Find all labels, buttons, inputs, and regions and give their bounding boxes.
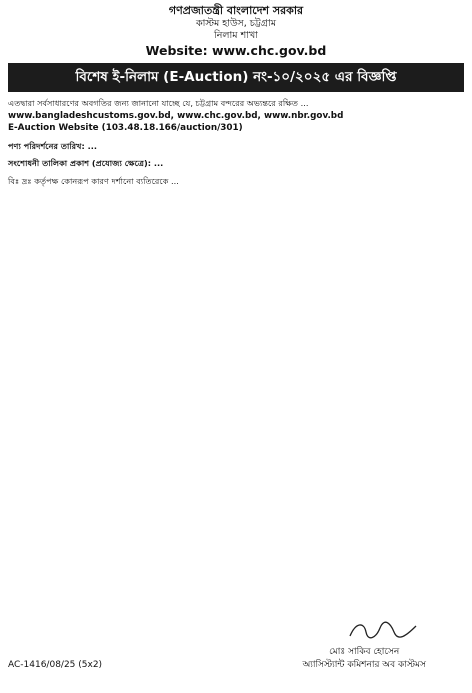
signer-name: মোঃ সাকিব হোসেন xyxy=(329,647,400,657)
corrigendum-text: সংশোধনী তালিকা প্রকাশ (প্রযোজ্য ক্ষেত্রে): ... xyxy=(8,158,164,169)
eauction-website-line: E-Auction Website (103.48.18.166/auction/301) xyxy=(8,123,243,134)
body-paragraph-corrigendum xyxy=(8,158,464,170)
notice-reference: AC-1416/08/25 (5x2) xyxy=(8,660,103,670)
signer-block xyxy=(302,646,426,671)
body-paragraph-intro xyxy=(8,98,464,135)
intro-text: এতদ্বারা সর্বসাধারণের অবগতির জন্য জানানো যাচ্ছে যে, চট্টগ্রাম বন্দরের অভ্যন্তরে রক্ষিত ... xyxy=(8,98,309,109)
signature-image xyxy=(346,618,420,642)
notice-header xyxy=(8,4,464,58)
notice-footer xyxy=(8,618,464,678)
body-paragraph-inspection xyxy=(8,141,464,153)
notice-body xyxy=(8,98,464,188)
office-name: কাস্টম হাউস, চট্টগ্রাম xyxy=(195,17,277,29)
signer-title: অ্যাসিস্ট্যান্ট কমিশনার অব কাস্টমস xyxy=(302,659,426,670)
section-name: নিলাম শাখা xyxy=(214,29,258,41)
notice-title-banner: বিশেষ ই-নিলাম (E-Auction) নং-১০/২০২৫ এর বিজ্ঞপ্তি xyxy=(8,63,464,92)
websites-line: www.bangladeshcustoms.gov.bd, www.chc.gov.bd, www.nbr.gov.bd xyxy=(8,110,344,121)
government-name: গণপ্রজাতন্ত্রী বাংলাদেশ সরকার xyxy=(168,4,304,17)
note-text: বিঃ দ্রঃ কর্তৃপক্ষ কোনরূপ কারণ দর্শানো ব্যতিরেকে ... xyxy=(8,176,179,187)
header-website: Website: www.chc.gov.bd xyxy=(145,42,327,58)
inspection-text: পণ্য পরিদর্শনের তারিখ: ... xyxy=(8,140,98,151)
body-paragraph-note xyxy=(8,176,464,188)
